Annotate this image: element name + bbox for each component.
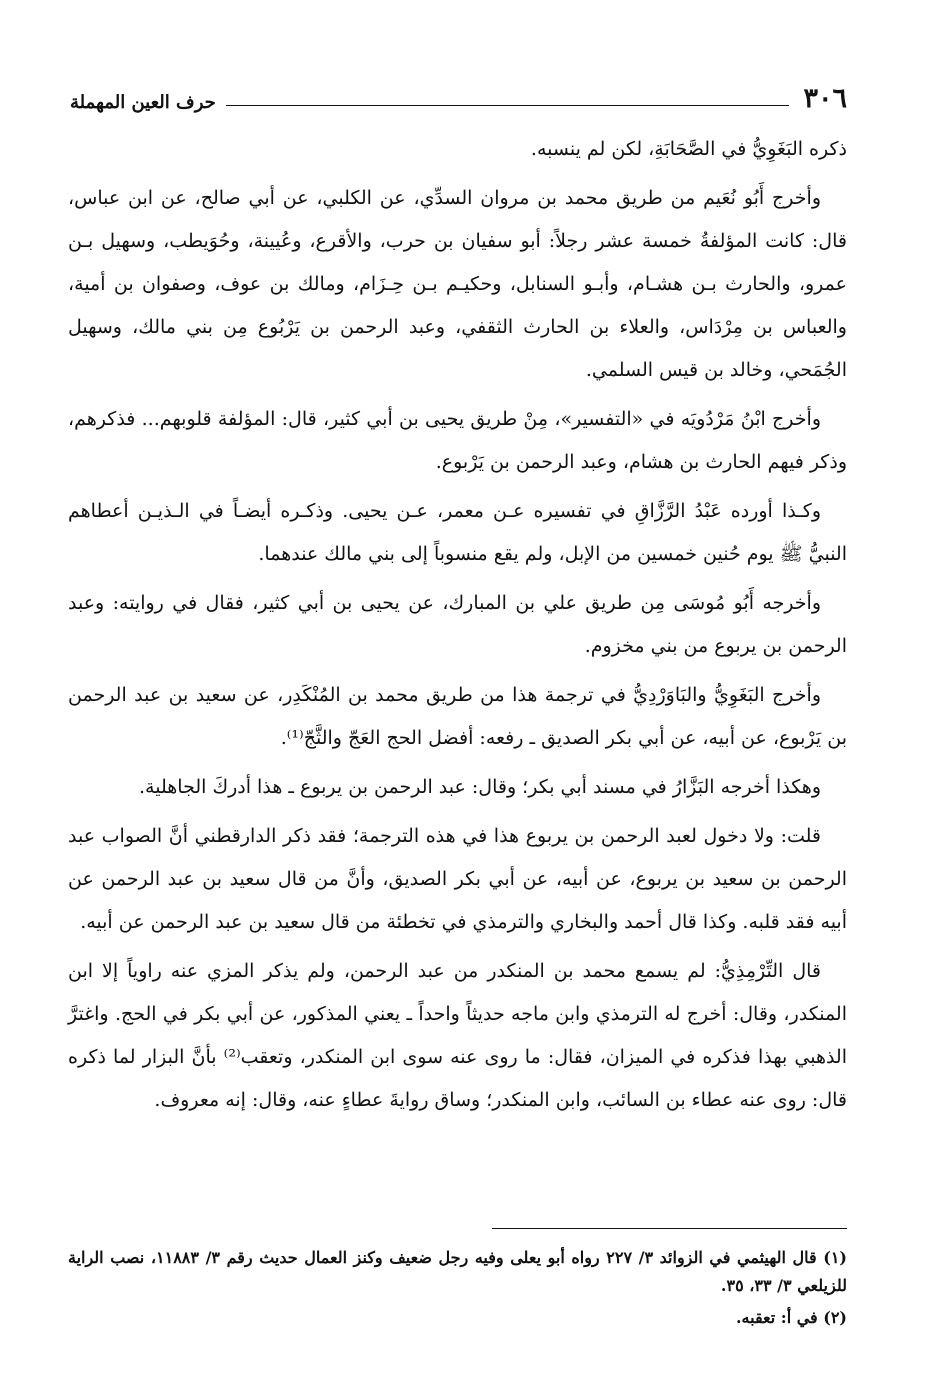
paragraph-4: وكـذا أورده عَبْدُ الرَّزَّاقِ في تفسيره عـن معمر، عـن يحيى. وذكـره أيضـاً في الـذيـن أعطاهم النبيُّ ﷺ يوم حُنين خمسين من الإبل، ولم يقع منسوباً إلى بني مالك عندهما. (68, 500, 847, 565)
paragraph-7: وهكذا أخرجه البَزَّارُ في مسند أبي بكر؛ وقال: عبد الرحمن بن يربوع ـ هذا أدركَ الجاهلية. (139, 776, 821, 798)
page-number: ٣٠٦ (803, 83, 847, 114)
page-header (70, 76, 847, 116)
paragraph-2: وأخرج أَبُو نُعَيم من طريق محمد بن مروان السدِّي، عن الكلبي، عن أبي صالح، عن ابن عباس، قال: كانت المؤلفةُ خمسة عشر رجلاً: أبو سفيان بن حرب، والأقرع، وعُيينة، وحُوَيطب، وسهيل بـن عمرو، والحارث بـن هشـام، وأبـو السنابل، وحكيـم بـن حِـزَام، ومالك بن عوف، وصفوان بن أمية، والعباس بن مِرْدَاس، والعلاء بن الحارث الثقفي، وعبد الرحمن بن يَرْبُوع مِن بني مالك، وسهيل الجُمَحي، وخالد بن قيس السلمي. (68, 187, 847, 381)
footnote-1: (١) قال الهيثمي في الزوائد ٣/ ٢٢٧ رواه أبو يعلى وفيه رجل ضعيف وكنز العمال حديث رقم ٣/ ١١٨٨٣، نصب الراية للزيلعي ٣/ ٣٣، ٣٥. (68, 1248, 847, 1295)
main-text (68, 128, 847, 1128)
paragraph-8: قلت: ولا دخول لعبد الرحمن بن يربوع هذا في هذه الترجمة؛ فقد ذكر الدارقطني أنَّ الصواب عبد الرحمن بن سعيد بن يربوع، عن أبيه، عن أبي بكر الصديق، وأنَّ من قال سعيد بن عبد الرحمن عن أبيه فقد قلبه. وكذا قال أحمد والبخاري والترمذي في تخطئة من قال سعيد بن عبد الرحمن عن أبيه. (68, 825, 847, 933)
header-rule (226, 105, 790, 106)
paragraph-3: وأخرج ابْنُ مَرْدُويَه في «التفسير»، مِنْ طريق يحيى بن أبي كثير، قال: المؤلفة قلوبهم... فذكرهم، وذكر فيهم الحارث بن هشام، وعبد الرحمن بن يَرْبوع. (68, 408, 847, 473)
footnote-2: (٢) في أ: تعقبه. (735, 1308, 847, 1327)
paragraph-9: قال التِّرْمِذِيُّ: لم يسمع محمد بن المنكدر من عبد الرحمن، ولم يذكر المزي عنه راوياً إلا ابن المنكدر، وقال: أخرج له الترمذي وابن ماجه حديثاً واحداً ـ يعني المذكور، عن أبي بكر في الحج. واغترَّ الذهبي بهذا فذكره في الميزان، فقال: ما روى عنه سوى ابن المنكدر، وتعقب⁽²⁾ بأنَّ البزار لما ذكره قال: روى عنه عطاء بن السائب، وابن المنكدر؛ وساق روايةَ عطاءٍ عنه، وقال: إنه معروف. (68, 960, 847, 1111)
footnote-separator (492, 1228, 847, 1229)
footnotes (68, 1244, 847, 1336)
paragraph-1: ذكره البَغَوِيُّ في الصَّحَابَةِ، لكن لم ينسبه. (530, 138, 847, 160)
running-title: حرف العين المهملة (70, 92, 216, 113)
paragraph-6: وأخرج البَغَوِيُّ والبَاوَرْدِيُّ في ترجمة هذا من طريق محمد بن المُنْكَدِر، عن سعيد بن عبد الرحمن بن يَرْبوع، عن أبيه، عن أبي بكر الصديق ـ رفعه: أفضل الحج العَجّ والثَّجّ⁽¹⁾. (68, 684, 847, 749)
paragraph-5: وأخرجه أَبُو مُوسَى مِن طريق علي بن المبارك، عن يحيى بن أبي كثير، فقال في روايته: وعبد الرحمن بن يربوع من بني مخزوم. (68, 592, 847, 657)
